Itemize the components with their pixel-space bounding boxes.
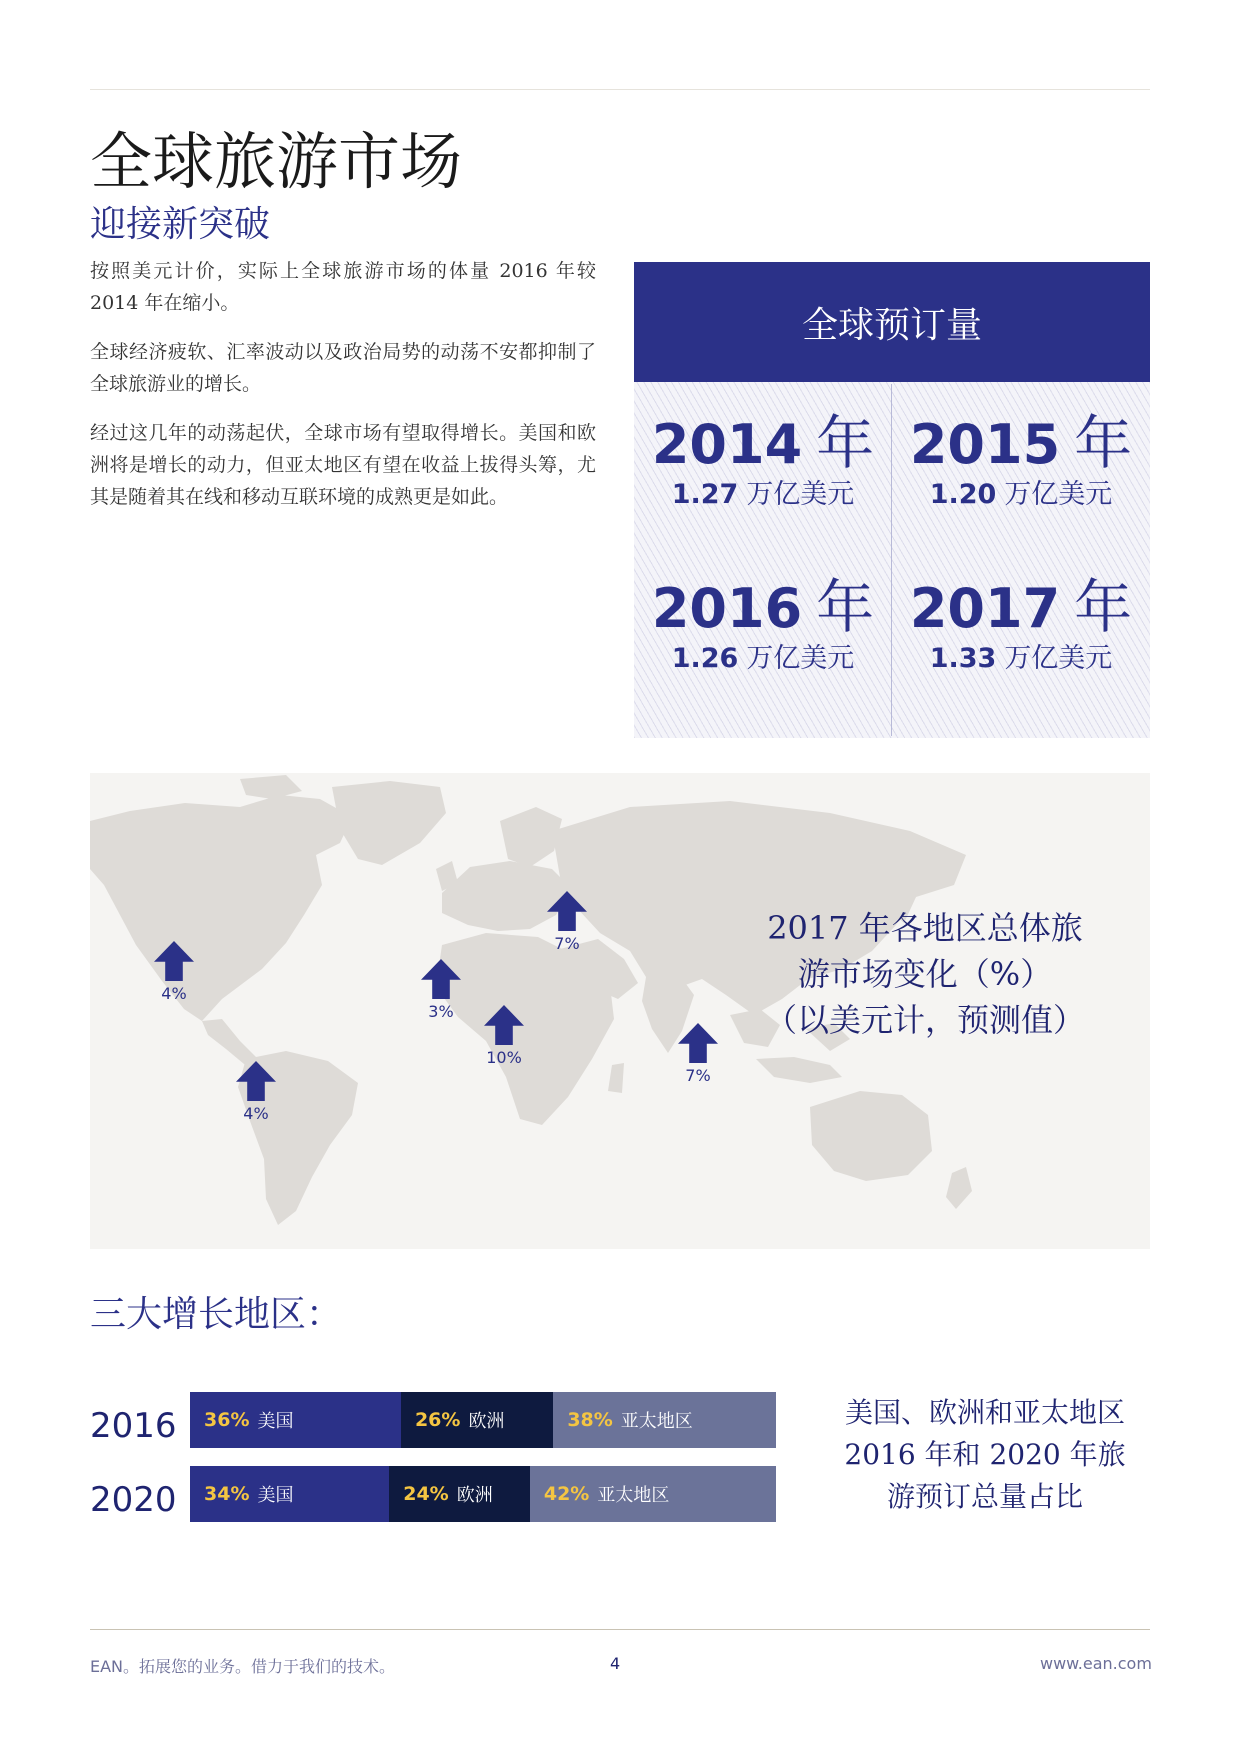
footer-brand: EAN	[90, 1657, 124, 1676]
share-caption-line: 美国、欧洲和亚太地区	[844, 1396, 1125, 1429]
share-region: 亚太地区	[597, 1485, 670, 1506]
share-region: 亚太地区	[620, 1411, 693, 1432]
page-title: 全球旅游市场	[90, 125, 463, 198]
bookings-amount: 1.20	[929, 479, 997, 510]
bar-year-2020: 2020	[90, 1480, 177, 1520]
bookings-unit: 万亿美元	[746, 643, 855, 674]
bookings-cell-2016	[634, 574, 892, 676]
intro-paragraph-3: 经过这几年的动荡起伏，全球市场有望取得增长。美国和欧洲将是增长的动力，但亚太地区有望在收益上拔得头筹，尤其是随着其在线和移动互联环境的成熟更是如此。	[90, 422, 596, 508]
share-region: 欧洲	[468, 1411, 505, 1432]
share-segment-usa	[190, 1466, 389, 1522]
bookings-year-suffix: 年	[816, 573, 875, 641]
up-arrow-icon	[547, 891, 587, 931]
bookings-year: 2014	[651, 413, 803, 476]
growth-marker-label: 4%	[243, 1104, 269, 1123]
footer-url[interactable]: www.ean.com	[1040, 1654, 1152, 1673]
share-caption-line: 游预订总量占比	[886, 1480, 1083, 1513]
world-map-panel	[90, 773, 1150, 1249]
share-percent: 38%	[567, 1409, 613, 1431]
growth-marker-label: 3%	[428, 1002, 454, 1021]
bookings-year-suffix: 年	[816, 409, 875, 477]
bottom-rule	[90, 1629, 1150, 1630]
bookings-unit: 万亿美元	[1004, 643, 1113, 674]
growth-marker-south-america	[226, 1061, 286, 1125]
footer-tagline-text: 。拓展您的业务。借力于我们的技术。	[123, 1657, 396, 1676]
share-segment-europe	[401, 1392, 553, 1448]
share-percent: 26%	[414, 1409, 461, 1431]
share-percent: 34%	[204, 1483, 250, 1505]
bookings-divider	[891, 384, 892, 736]
growth-section-title: 三大增长地区：	[90, 1294, 343, 1335]
growth-marker-north-asia	[537, 891, 597, 955]
share-region: 欧洲	[456, 1485, 493, 1506]
footer-tagline	[90, 1654, 395, 1677]
share-bar-2016	[190, 1392, 776, 1448]
share-segment-usa	[190, 1392, 401, 1448]
map-caption-line: 2017 年各地区总体旅	[767, 909, 1083, 947]
growth-marker-middle-east	[474, 1005, 534, 1069]
share-region: 美国	[257, 1485, 294, 1506]
bookings-year: 2016	[651, 577, 803, 640]
bookings-amount: 1.27	[671, 479, 739, 510]
up-arrow-icon	[154, 941, 194, 981]
bookings-year: 2015	[909, 413, 1061, 476]
share-segment-europe	[389, 1466, 530, 1522]
share-segment-apac	[553, 1392, 776, 1448]
page-number: 4	[610, 1654, 621, 1673]
share-caption-line: 2016 年和 2020 年旅	[844, 1438, 1126, 1471]
share-bar-2020	[190, 1466, 776, 1522]
bookings-amount: 1.26	[671, 643, 739, 674]
up-arrow-icon	[236, 1061, 276, 1101]
page-subtitle: 迎接新突破	[90, 204, 271, 245]
bookings-unit: 万亿美元	[1004, 479, 1113, 510]
growth-marker-label: 7%	[685, 1066, 711, 1085]
bar-year-2016: 2016	[90, 1406, 177, 1446]
map-caption-line: 游市场变化（%）	[797, 955, 1053, 993]
growth-marker-label: 10%	[486, 1048, 522, 1067]
up-arrow-icon	[421, 959, 461, 999]
share-percent: 24%	[403, 1483, 449, 1505]
growth-marker-europe	[411, 959, 471, 1023]
bookings-year-suffix: 年	[1074, 573, 1133, 641]
top-rule	[90, 89, 1150, 90]
bookings-panel-title: 全球预订量	[634, 262, 1150, 382]
map-caption-line: （以美元计，预测值）	[764, 1001, 1085, 1039]
intro-paragraph-2: 全球经济疲软、汇率波动以及政治局势的动荡不安都抑制了全球旅游业的增长。	[90, 341, 596, 395]
intro-paragraph-1: 按照美元计价，实际上全球旅游市场的体量 2016 年较 2014 年在缩小。	[90, 260, 596, 314]
share-percent: 42%	[543, 1483, 590, 1505]
share-region: 美国	[257, 1411, 294, 1432]
up-arrow-icon	[484, 1005, 524, 1045]
bookings-panel	[634, 382, 1150, 738]
share-percent: 36%	[204, 1409, 250, 1431]
bookings-year: 2017	[909, 577, 1061, 640]
growth-marker-label: 4%	[161, 984, 187, 1003]
bookings-cell-2017	[892, 574, 1150, 676]
bookings-unit: 万亿美元	[746, 479, 855, 510]
growth-marker-north-america	[144, 941, 204, 1005]
map-caption	[710, 905, 1140, 1043]
bookings-amount: 1.33	[929, 643, 997, 674]
bookings-cell-2014	[634, 410, 892, 512]
bookings-year-suffix: 年	[1074, 409, 1133, 477]
growth-marker-label: 7%	[554, 934, 580, 953]
share-segment-apac	[530, 1466, 776, 1522]
bookings-cell-2015	[892, 410, 1150, 512]
share-caption	[820, 1392, 1150, 1518]
